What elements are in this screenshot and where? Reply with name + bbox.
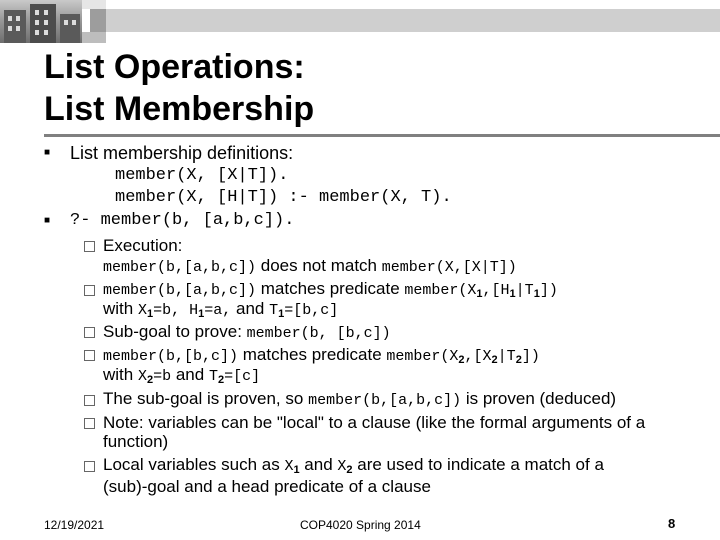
code-span: member(X <box>386 348 459 365</box>
code-span: ,[X <box>464 348 492 365</box>
code-span: member(b, [b,c]) <box>246 325 391 342</box>
subscript: 1 <box>509 288 516 300</box>
checkbox-bullet-icon <box>84 327 95 338</box>
code-span: X <box>137 368 147 385</box>
match-line-1b <box>103 299 338 324</box>
code-span: member(b,[a,b,c]) <box>103 259 257 276</box>
decor-square <box>82 32 106 43</box>
text-span: is proven (deduced) <box>461 389 617 408</box>
bullet-membership-definitions: List membership definitions: <box>70 143 294 163</box>
subscript: 2 <box>346 464 353 476</box>
header-photo <box>0 0 82 43</box>
subscript: 1 <box>293 464 300 476</box>
text-span: matches predicate <box>238 345 387 364</box>
match-line-2b <box>103 365 260 390</box>
page-number: 8 <box>668 516 676 531</box>
subscript: 1 <box>198 308 205 320</box>
proven-line <box>103 389 616 411</box>
subscript: 2 <box>515 354 522 366</box>
execution-line <box>103 256 517 278</box>
code-span: T <box>269 302 279 319</box>
text-span: matches predicate <box>256 279 405 298</box>
text-span: are used to indicate a match of a <box>352 455 604 474</box>
square-bullet-icon: ■ <box>44 147 51 158</box>
code-span: member(X,[X|T]) <box>381 259 517 276</box>
decor-square <box>90 9 106 32</box>
text-span: Sub-goal to prove: <box>103 322 247 341</box>
checkbox-bullet-icon <box>84 395 95 406</box>
code-span: X <box>337 458 347 475</box>
text-span: and <box>231 299 270 318</box>
code-span: T <box>208 368 218 385</box>
checkbox-bullet-icon <box>84 285 95 296</box>
code-span: ]) <box>539 282 558 299</box>
subscript: 2 <box>146 374 154 386</box>
footer-course: COP4020 Spring 2014 <box>300 518 421 532</box>
text-span: and <box>171 365 209 384</box>
code-span: member(X <box>404 282 477 299</box>
code-span: =[c] <box>224 368 261 385</box>
code-span: member(b,[b,c]) <box>103 348 239 365</box>
subscript: 1 <box>533 288 540 300</box>
code-span: =[b,c] <box>284 302 339 319</box>
checkbox-bullet-icon <box>84 350 95 361</box>
note-line-2: function) <box>103 432 169 451</box>
header-bar <box>106 9 720 32</box>
subscript: 2 <box>491 354 498 366</box>
checkbox-bullet-icon <box>84 241 95 252</box>
subscript: 1 <box>476 288 483 300</box>
text-span: with <box>103 365 138 384</box>
text-span: with <box>103 299 138 318</box>
checkbox-bullet-icon <box>84 461 95 472</box>
title-line-1: List Operations: <box>44 48 305 86</box>
title-line-2: List Membership <box>44 90 315 128</box>
code-span: member(b,[a,b,c]) <box>308 392 462 409</box>
note-line-1: Note: variables can be "local" to a clause (like the formal arguments of a <box>103 413 646 432</box>
slide-title <box>44 46 314 130</box>
footer-date: 12/19/2021 <box>44 518 105 532</box>
checkbox-bullet-icon <box>84 418 95 429</box>
code-span: member(b,[a,b,c]) <box>103 282 257 299</box>
subgoal-line <box>103 322 391 344</box>
text-span: does not match <box>256 256 382 275</box>
query-line: ?- member(b, [a,b,c]). <box>70 211 295 230</box>
text-span: Local variables such as <box>103 455 285 474</box>
execution-label: Execution: <box>103 236 183 255</box>
code-span: |T <box>497 348 516 365</box>
subscript: 1 <box>278 308 285 320</box>
subscript: 2 <box>217 374 225 386</box>
code-span: |T <box>515 282 534 299</box>
code-span: X <box>284 458 294 475</box>
subscript: 1 <box>146 308 154 320</box>
code-span: ]) <box>521 348 540 365</box>
code-line-1: member(X, [X|T]). <box>115 166 289 185</box>
subscript: 2 <box>458 354 465 366</box>
code-line-2: member(X, [H|T]) :- member(X, T). <box>115 188 452 207</box>
text-span: The sub-goal is proven, so <box>103 389 309 408</box>
code-span: =a, <box>204 302 232 319</box>
square-bullet-icon: ■ <box>44 215 51 226</box>
code-span: ,[H <box>482 282 510 299</box>
code-span: =b, H <box>153 302 199 319</box>
decor-square <box>82 0 106 9</box>
local-vars-line-2: (sub)-goal and a head predicate of a clause <box>103 477 431 496</box>
code-span: =b <box>153 368 172 385</box>
text-span: and <box>299 455 338 474</box>
title-rule <box>44 134 720 137</box>
code-span: X <box>137 302 147 319</box>
